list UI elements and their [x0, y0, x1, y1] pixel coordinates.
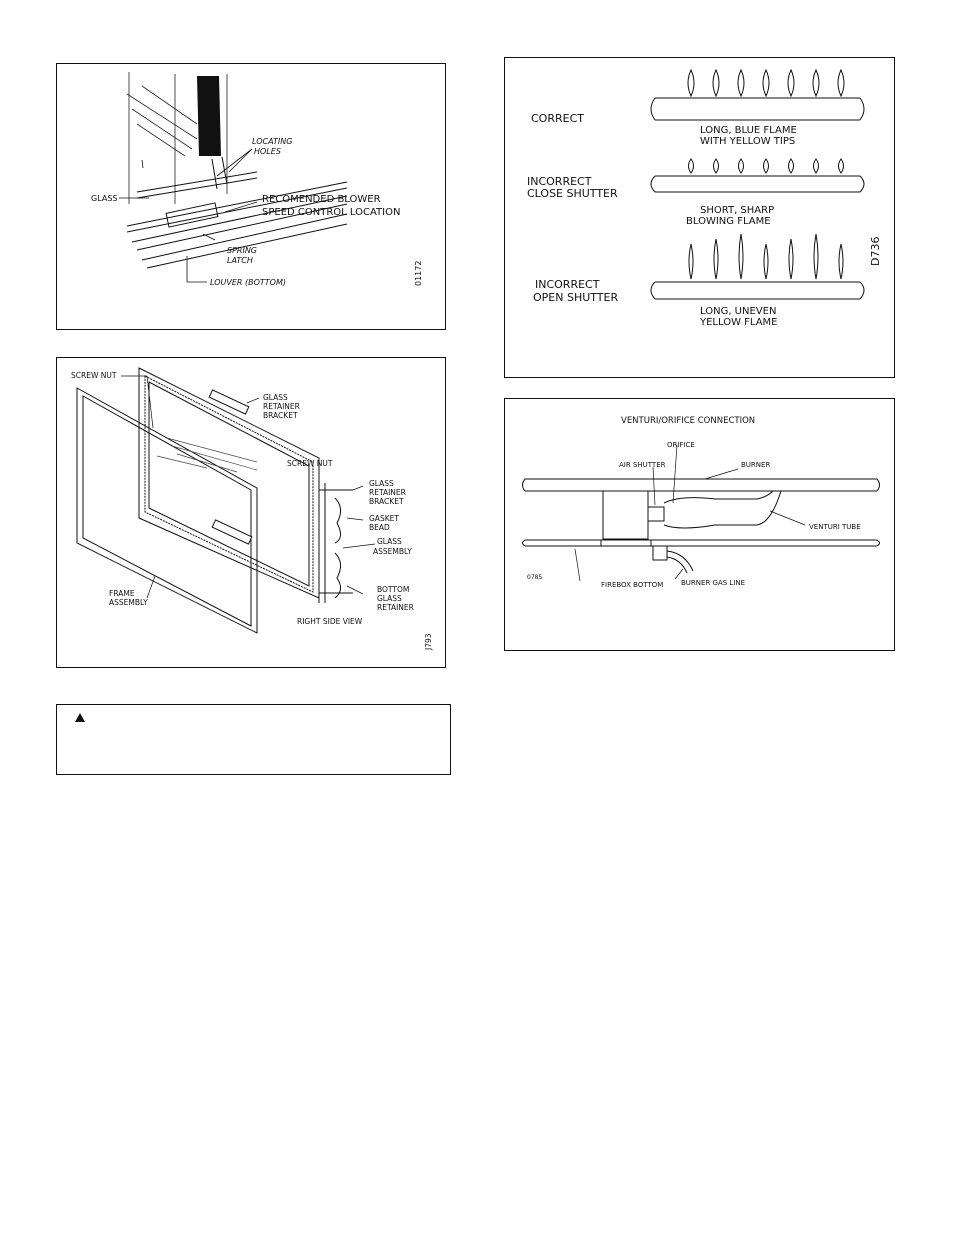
flame-figure-code: D736	[869, 236, 882, 266]
row1-desc1: LONG, BLUE FLAME	[700, 125, 797, 136]
air-shutter-label: AIR SHUTTER	[619, 461, 666, 469]
screw-nut-top-label: SCREW NUT	[71, 371, 117, 380]
flame-icon	[689, 244, 693, 279]
row1-desc2: WITH YELLOW TIPS	[700, 136, 796, 147]
row3-title2: OPEN SHUTTER	[533, 291, 619, 304]
orifice-label: ORIFICE	[667, 441, 695, 449]
row3-desc1: LONG, UNEVEN	[700, 306, 777, 317]
flame-icon	[714, 239, 718, 279]
flame-icon	[839, 159, 844, 173]
louver-label: LOUVER (BOTTOM)	[210, 278, 286, 287]
side-glass-retainer-label2: RETAINER	[369, 488, 406, 497]
flame-appearance-figure	[504, 57, 895, 378]
warning-triangle-icon	[75, 713, 85, 722]
burner-gas-line-label: BURNER GAS LINE	[681, 579, 746, 587]
flame-illustration	[505, 58, 896, 379]
row1-title: CORRECT	[531, 112, 584, 125]
bottom-retainer-label2: GLASS	[377, 594, 402, 603]
bottom-retainer-label1: BOTTOM	[377, 585, 410, 594]
glass-retainer-bracket-label1: GLASS	[263, 393, 288, 402]
row2-desc2: BLOWING FLAME	[686, 216, 771, 227]
flame-icon	[789, 159, 794, 173]
frame-assembly-label1: FRAME	[109, 589, 135, 598]
glass-assembly-label1: GLASS	[377, 537, 402, 546]
flame-icon	[739, 234, 743, 279]
flame-icon	[839, 244, 843, 279]
figure-code: 01172	[414, 260, 423, 286]
venturi-figure-code: 0785	[527, 574, 543, 581]
flame-icon	[788, 70, 794, 96]
flame-icon	[814, 234, 818, 279]
flame-icon	[713, 70, 719, 96]
flame-icon	[688, 70, 694, 96]
side-glass-retainer-label1: GLASS	[369, 479, 394, 488]
flame-icon	[764, 159, 769, 173]
row2-title1: INCORRECT	[527, 175, 592, 188]
glass-label: GLASS	[91, 194, 118, 203]
speed-control-line1: RECOMENDED BLOWER	[262, 194, 381, 205]
firebox-bottom-label: FIREBOX BOTTOM	[601, 581, 664, 589]
glass-figure-code: J793	[424, 633, 433, 650]
flame-icon	[764, 244, 768, 279]
row3-title1: INCORRECT	[535, 278, 600, 291]
latch-label: LATCH	[227, 256, 253, 265]
glass-retainer-bracket-label3: BRACKET	[263, 411, 298, 420]
blower-location-figure	[56, 63, 446, 330]
glass-assembly-illustration	[57, 358, 447, 669]
row2-desc1: SHORT, SHARP	[700, 205, 775, 216]
locating-label: LOCATING	[252, 137, 293, 146]
venturi-tube-label: VENTURI TUBE	[809, 523, 861, 531]
flame-icon	[739, 159, 744, 173]
flame-icon	[789, 239, 793, 279]
warning-box	[56, 704, 451, 775]
glass-assembly-label2: ASSEMBLY	[373, 547, 412, 556]
spring-label: SPRING	[227, 246, 258, 255]
venturi-illustration	[505, 399, 896, 652]
gasket-label1: GASKET	[369, 514, 399, 523]
venturi-orifice-figure	[504, 398, 895, 651]
bottom-retainer-label3: RETAINER	[377, 603, 414, 612]
gasket-label2: BEAD	[369, 523, 390, 532]
blower-illustration	[57, 64, 447, 331]
row3-desc2: YELLOW FLAME	[700, 317, 778, 328]
flame-icon	[763, 70, 769, 96]
screw-nut-side-label: SCREW NUT	[287, 459, 333, 468]
right-side-view-label: RIGHT SIDE VIEW	[297, 617, 363, 626]
flame-icon	[689, 159, 694, 173]
flame-icon	[814, 159, 819, 173]
frame-assembly-label2: ASSEMBLY	[109, 598, 148, 607]
flame-icon	[714, 159, 719, 173]
holes-label: HOLES	[254, 147, 281, 156]
row2-title2: CLOSE SHUTTER	[527, 187, 618, 200]
venturi-title: VENTURI/ORIFICE CONNECTION	[621, 416, 756, 426]
glass-frame-assembly-figure	[56, 357, 446, 668]
side-glass-retainer-label3: BRACKET	[369, 497, 404, 506]
flame-icon	[838, 70, 844, 96]
glass-retainer-bracket-label2: RETAINER	[263, 402, 300, 411]
burner-label: BURNER	[741, 461, 771, 469]
speed-control-line2: SPEED CONTROL LOCATION	[262, 207, 401, 218]
flame-icon	[813, 70, 819, 96]
flame-icon	[738, 70, 744, 96]
